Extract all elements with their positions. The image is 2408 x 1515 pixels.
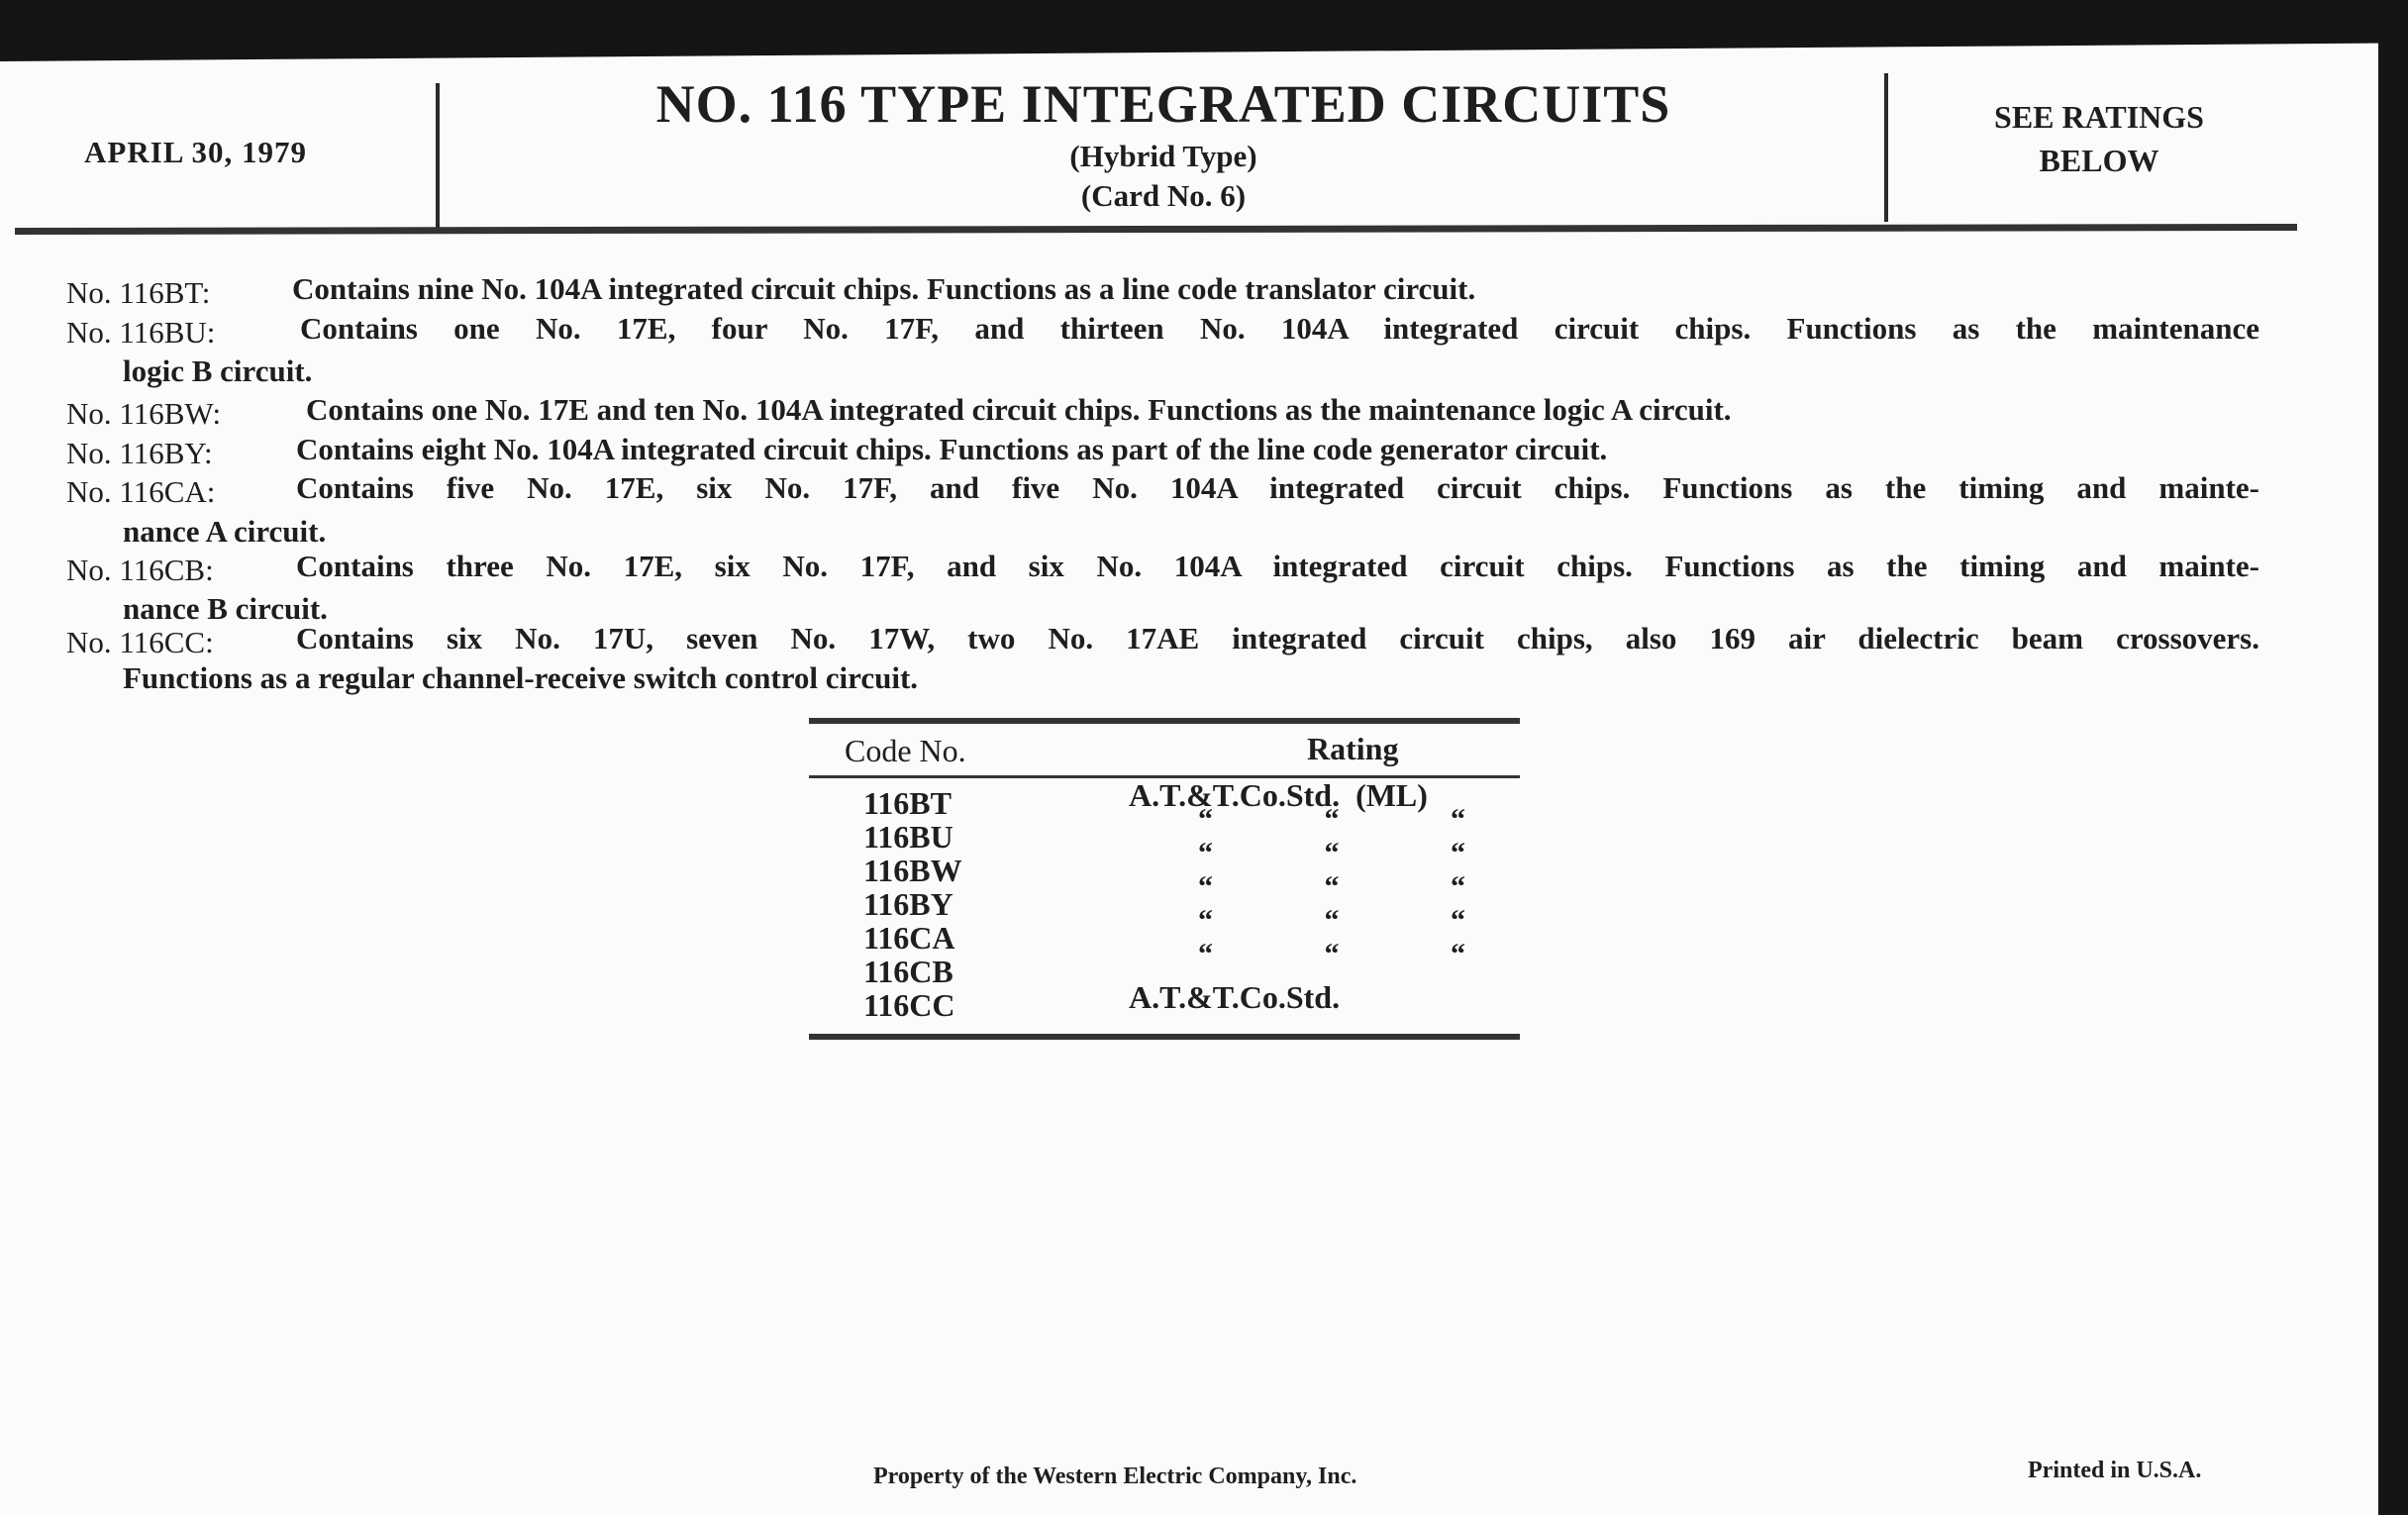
scan-dark-border-right (2378, 0, 2408, 1515)
table-bottom-rule (809, 1034, 1520, 1040)
table-header-rating: Rating (1307, 731, 1399, 766)
ratings-note-line2: BELOW (2039, 143, 2159, 178)
table-cell-code: 116CC (863, 987, 955, 1023)
footer-property: Property of the Western Electric Company, Inc. (873, 1464, 1357, 1489)
table-cell-code: 116BT (863, 785, 952, 821)
table-cell-rating: A.T.&T.Co.Std. (ML) (1129, 777, 1428, 813)
entry-text-line: logic B circuit. (123, 354, 313, 388)
table-cell-rating: “ “ “ (1198, 837, 1465, 869)
entry-text-line: Contains one No. 17E and ten No. 104A integrated circuit chips. Functions as the maintenance logic A circuit. (306, 392, 1732, 427)
entry-text-line: Contains six No. 17U, seven No. 17W, two No. 17AE integrated circuit chips, also 169 air dielectric beam crossovers. (296, 621, 2259, 656)
footer-printed: Printed in U.S.A. (2028, 1458, 2202, 1483)
entry-code: No. 116CB: (66, 553, 214, 587)
table-cell-code: 116BY (863, 886, 953, 922)
page-subtitle: (Hybrid Type) (1069, 139, 1257, 173)
page-title: NO. 116 TYPE INTEGRATED CIRCUITS (655, 74, 1671, 134)
entry-code: No. 116BT: (66, 275, 211, 310)
table-cell-rating: A.T.&T.Co.Std. (1129, 979, 1341, 1015)
table-cell-rating: “ “ “ (1198, 938, 1465, 970)
table-cell-rating: “ “ “ (1198, 870, 1465, 903)
entry-text-line: nance A circuit. (123, 514, 327, 549)
table-top-rule (809, 718, 1520, 724)
table-cell-code: 116CB (863, 954, 953, 989)
card-date: APRIL 30, 1979 (84, 135, 307, 169)
header-divider-left (436, 83, 440, 232)
entry-text-line: Contains five No. 17E, six No. 17F, and five No. 104A integrated circuit chips. Functions as the timing and mainte- (296, 470, 2259, 505)
table-header-code: Code No. (845, 733, 966, 768)
table-cell-code: 116CA (863, 920, 955, 956)
table-cell-code: 116BW (863, 853, 962, 888)
entry-text-line: nance B circuit. (123, 591, 328, 626)
entry-code: No. 116BY: (66, 436, 213, 470)
entry-text-line: Contains nine No. 104A integrated circuit chips. Functions as a line code translator circuit. (292, 271, 1476, 306)
header-rule (15, 224, 2297, 235)
entry-code: No. 116CC: (66, 625, 214, 659)
entry-code: No. 116BU: (66, 315, 216, 350)
entry-code: No. 116BW: (66, 396, 222, 431)
entry-text-line: Contains eight No. 104A integrated circuit chips. Functions as part of the line code generator circuit. (296, 432, 1608, 466)
card-number: (Card No. 6) (1080, 178, 1247, 213)
entry-text-line: Contains three No. 17E, six No. 17F, and six No. 104A integrated circuit chips. Functions as the timing and mainte- (296, 549, 2259, 583)
table-cell-rating: “ “ “ (1198, 904, 1465, 937)
ratings-note-line1: SEE RATINGS (1994, 99, 2204, 135)
table-cell-rating: “ “ “ (1198, 803, 1465, 836)
entry-text-line: Functions as a regular channel-receive switch control circuit. (123, 660, 919, 695)
ratings-note (1901, 95, 2297, 182)
header-divider-right (1884, 73, 1888, 222)
entry-text-line: Contains one No. 17E, four No. 17F, and thirteen No. 104A integrated circuit chips. Functions as the maintenance (300, 311, 2259, 346)
entry-code: No. 116CA: (66, 474, 216, 509)
scan-dark-border-top (0, 0, 2408, 61)
table-cell-code: 116BU (863, 819, 953, 855)
